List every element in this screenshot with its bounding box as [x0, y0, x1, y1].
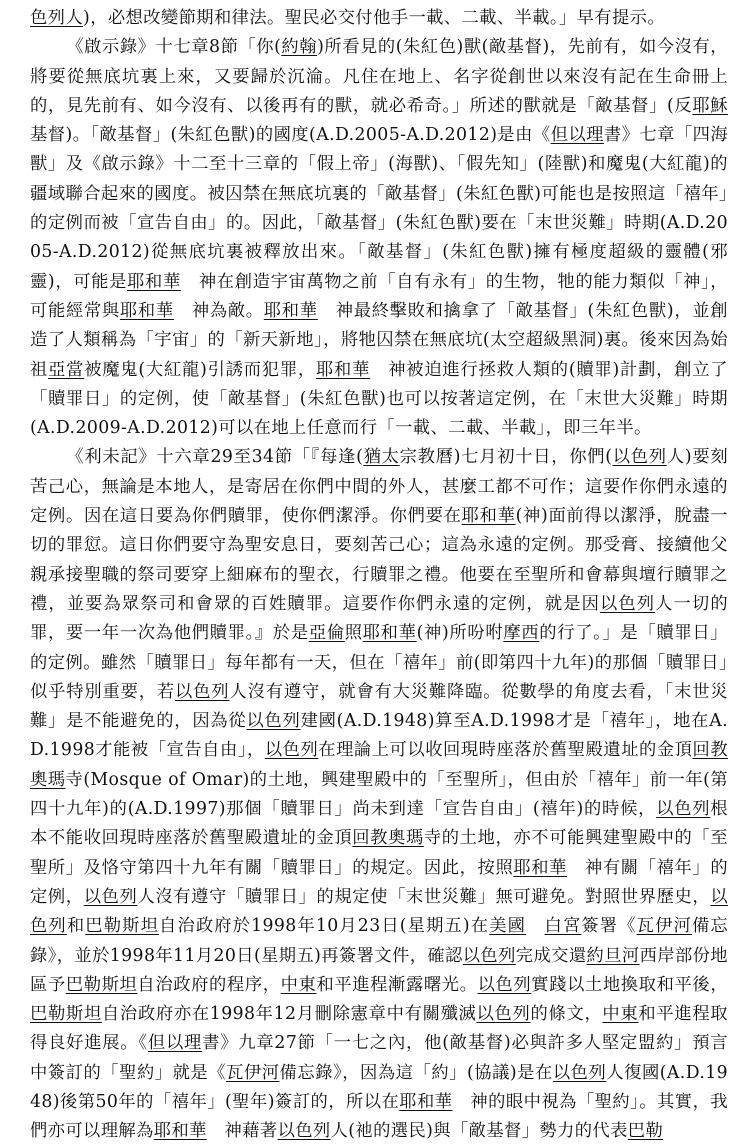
- underlined-term: 白宮: [544, 916, 582, 937]
- text-run: 和: [66, 916, 86, 937]
- text-run: 根本不能收回現時座落於舊聖殿遺址的金頂: [30, 799, 728, 849]
- underlined-term: 約旦河: [586, 945, 640, 966]
- underlined-term: 但以理: [147, 1033, 203, 1054]
- underlined-term: 摩西: [503, 623, 540, 644]
- underlined-term: 回教奧瑪: [30, 740, 729, 790]
- underlined-term: 耶和華: [153, 1121, 207, 1142]
- text-run: 神在創造宇宙萬物之前「自有永有」的生物，牠的能力類似「神」，可能經常與: [30, 271, 728, 321]
- text-run: 神藉著: [206, 1121, 278, 1142]
- text-run: 實踐以土地換取和平後，: [531, 974, 728, 995]
- text-run: 《啟示錄》十七章8節「你(: [66, 37, 282, 58]
- underlined-term: 猶太: [363, 447, 400, 468]
- underlined-term: 耶和華: [399, 1091, 453, 1112]
- underlined-term: 以色列: [656, 799, 711, 820]
- underlined-term: 中東: [280, 974, 317, 995]
- underlined-term: 以色列: [83, 886, 138, 907]
- underlined-term: 亞倫: [308, 623, 345, 644]
- text-run: 自治政府的程序，: [137, 974, 281, 995]
- underlined-term: 巴勒: [627, 1121, 664, 1142]
- underlined-term: 以色列: [612, 447, 667, 468]
- underlined-term: 以色列: [599, 593, 656, 614]
- underlined-term: 以色列: [476, 1004, 531, 1025]
- underlined-term: 以色列: [175, 681, 230, 702]
- text-run: 宗教曆)七月初十日，你們(: [399, 447, 613, 468]
- text-run: 自治政府於1998年10月23日(星期五)在: [159, 916, 490, 937]
- underlined-term: 色列人: [30, 8, 84, 28]
- text-run: 備忘錄》，並於1998年11月20日(星期五)再簽署文件，確認: [30, 916, 729, 966]
- text-run: (神)所吩咐: [416, 623, 504, 644]
- text-run: 的條文，: [530, 1004, 603, 1025]
- text-run: 人沒有遵守「贖罪日」的規定使「末世災難」無可避免。對照世界歷史，: [137, 886, 711, 907]
- text-run: )所看見的(朱紅色)獸(敵基督)，先前有，如今沒有，將要從無底坑裏上來，又要歸於沉淪。凡住在地上、名字從創世以來沒有記在生命冊上的，見先前有、如今沒有、以後再有的獸，就必希奇。」所述的獸就是「敵基督」(反: [30, 37, 728, 116]
- underlined-term: 以色列: [552, 1062, 607, 1083]
- underlined-term: 以色列: [477, 974, 532, 995]
- paragraph: [30, 443, 728, 1146]
- underlined-term: 瓦伊河: [636, 916, 692, 937]
- underlined-term: 但以理: [550, 125, 604, 146]
- text-run: 自治政府亦在1998年12月刪除憲章中有關殲滅: [101, 1004, 477, 1025]
- paragraph: [30, 4, 728, 33]
- text-run: 神有關「禧年」的定例，: [30, 857, 728, 907]
- text-run: 的行了。」是「贖罪日」的定例。雖然「贖罪日」每年都有一天，但在「禧年」前(即第四十九年)的那個「贖罪日」似乎特別重要，若: [30, 623, 728, 702]
- text-run: 寺(Mosque of Omar)的土地，興建聖殿中的「至聖所」，但由於「禧年」前一年(第四十九年)的(A.D.1997)那個「贖罪日」尚未到達「宣告自由」(禧年)的時候，: [30, 769, 728, 820]
- underlined-term: 中東: [602, 1004, 639, 1025]
- underlined-term: 耶和華: [461, 506, 516, 527]
- underlined-term: 巴勒斯坦: [65, 974, 138, 995]
- paragraph: [30, 33, 728, 443]
- text-run: 和平進程取得良好進展。《: [30, 1004, 728, 1054]
- text-run: 寺的土地，亦不可能興建聖殿中的「至聖所」及恪守第四十九年有關「贖罪日」的規定。因此，按照: [30, 828, 728, 878]
- text-run: 西岸部份地區予: [30, 945, 728, 995]
- text-run: 人)要刻苦己心，無論是本地人，是寄居在你們中間的外人，甚麼工都不可作；這要作你們永遠的定例。因在這日要為你們贖罪，使你們潔淨。你們要在: [30, 447, 729, 527]
- text-run: 人(祂的選民)與「敵基督」勢力的代表: [330, 1121, 628, 1142]
- text-run: )，必想改變節期和律法。聖民必交付他手一載、二載、半載。」早有提示。: [83, 8, 666, 28]
- text-run: 完成交還: [515, 945, 587, 966]
- underlined-term: 瓦伊河: [226, 1062, 280, 1083]
- text-run: 人復國(A.D.1948)後第50年的「禧年」(聖年)簽訂的，所以在: [30, 1062, 729, 1112]
- underlined-term: 回教奧瑪: [352, 828, 424, 849]
- text-run: 神被迫進行拯救人類的(贖罪)計劃，創立了「贖罪日」的定例，使「敵基督」(朱紅色獸)也可以按著這定例，在「末世大災難」時期(A.D.2009-A.D.2012)可以在地上任意而行「一載、二載、半載」，即三年半。: [30, 359, 728, 439]
- text-run: 神最終擊敗和擒拿了「敵基督」(朱紅色獸)，並創造了人類稱為「宇宙」的「新天新地」，將牠囚禁在無底坑(太空超級黑洞)裏。後來因為始祖: [30, 300, 728, 380]
- underlined-term: 以色列: [30, 886, 729, 937]
- underlined-term: 耶和華: [119, 300, 174, 321]
- underlined-term: 亞當: [48, 359, 85, 380]
- text-run: 在理論上可以收回現時座落於舊聖殿遺址的金頂: [318, 740, 693, 761]
- text-run: 書》七章「四海獸」及《啟示錄》十二至十三章的「假上帝」(海獸)、「假先知」(陸獸)和魔鬼(大紅龍)的疆域聯合起來的國度。被囚禁在無底坑裏的「敵基督」(朱紅色獸)可能也是按照這「禧年」的定例而被「宣告自由」的。因此，「敵基督」(朱紅色獸)要在「末世災難」時期(A.D.2005-A.D.2012)從無底坑裏被釋放出來。「敵基督」(朱紅色獸)擁有極度超級的靈體(邪靈)，可能是: [30, 125, 728, 292]
- text-run: 照: [344, 623, 363, 644]
- underlined-term: 巴勒斯坦: [30, 1004, 102, 1025]
- text-run: 人一切的罪，要一年一次為他們贖罪。』於是: [30, 593, 728, 644]
- underlined-term: 以色列: [246, 711, 301, 732]
- text-run: [526, 916, 544, 936]
- text-run: 人沒有遵守，就會有大災難降臨。從數學的角度去看，「末世災難」是不能避免的，因為從: [30, 681, 729, 732]
- text-run: 《利未記》十六章29至34節「『每逢(: [66, 447, 364, 468]
- text-run: 備忘錄》，因為這「約」(協議)是在: [279, 1062, 553, 1083]
- text-run: 書》九章27節「一七之內，他(敵基督)必與許多人堅定盟約」預言中簽訂的「聖約」就是《: [30, 1033, 729, 1083]
- text-run: 基督)。「敵基督」(朱紅色獸)的國度(A.D.2005-A.D.2012)是由《: [30, 125, 551, 146]
- text-run: 建國(A.D.1948)算至A.D.1998才是「禧年」，地在A.D.1998才能被「宣告自由」，: [30, 711, 728, 761]
- underlined-term: 耶和華: [513, 857, 568, 878]
- underlined-term: 耶和華: [315, 359, 371, 380]
- underlined-term: 以色列: [277, 1121, 331, 1142]
- underlined-term: 耶和華: [127, 271, 181, 292]
- text-run: (神)面前得以潔淨，脫盡一切的罪愆。這日你們要守為聖安息日，要刻苦己心；這為永遠的定例。那受膏、接續他父親承接聖職的祭司要穿上細麻布的聖衣，行贖罪之禮。他要在至聖所和會幕與壇行贖罪之禮，並要為眾祭司和會眾的百姓贖罪。這要作你們永遠的定例，就是因: [30, 506, 728, 614]
- underlined-term: 耶和華: [362, 623, 417, 644]
- underlined-term: 巴勒斯坦: [85, 916, 159, 937]
- underlined-term: 耶穌: [692, 95, 728, 116]
- text-run: 簽署《: [581, 916, 637, 937]
- underlined-term: 耶和華: [263, 300, 318, 321]
- underlined-term: 美國: [489, 916, 527, 937]
- underlined-term: 以色列: [462, 945, 516, 966]
- underlined-term: 以色列: [264, 740, 319, 761]
- text-run: 和平進程漸露曙光。: [316, 974, 478, 995]
- underlined-term: 約翰: [281, 37, 318, 58]
- text-run: 被魔鬼(大紅龍)引誘而犯罪，: [84, 359, 316, 380]
- text-run: 神為敵。: [173, 300, 264, 321]
- text-run: 神的眼中視為「聖約」。其實，我們亦可以理解為: [30, 1091, 729, 1142]
